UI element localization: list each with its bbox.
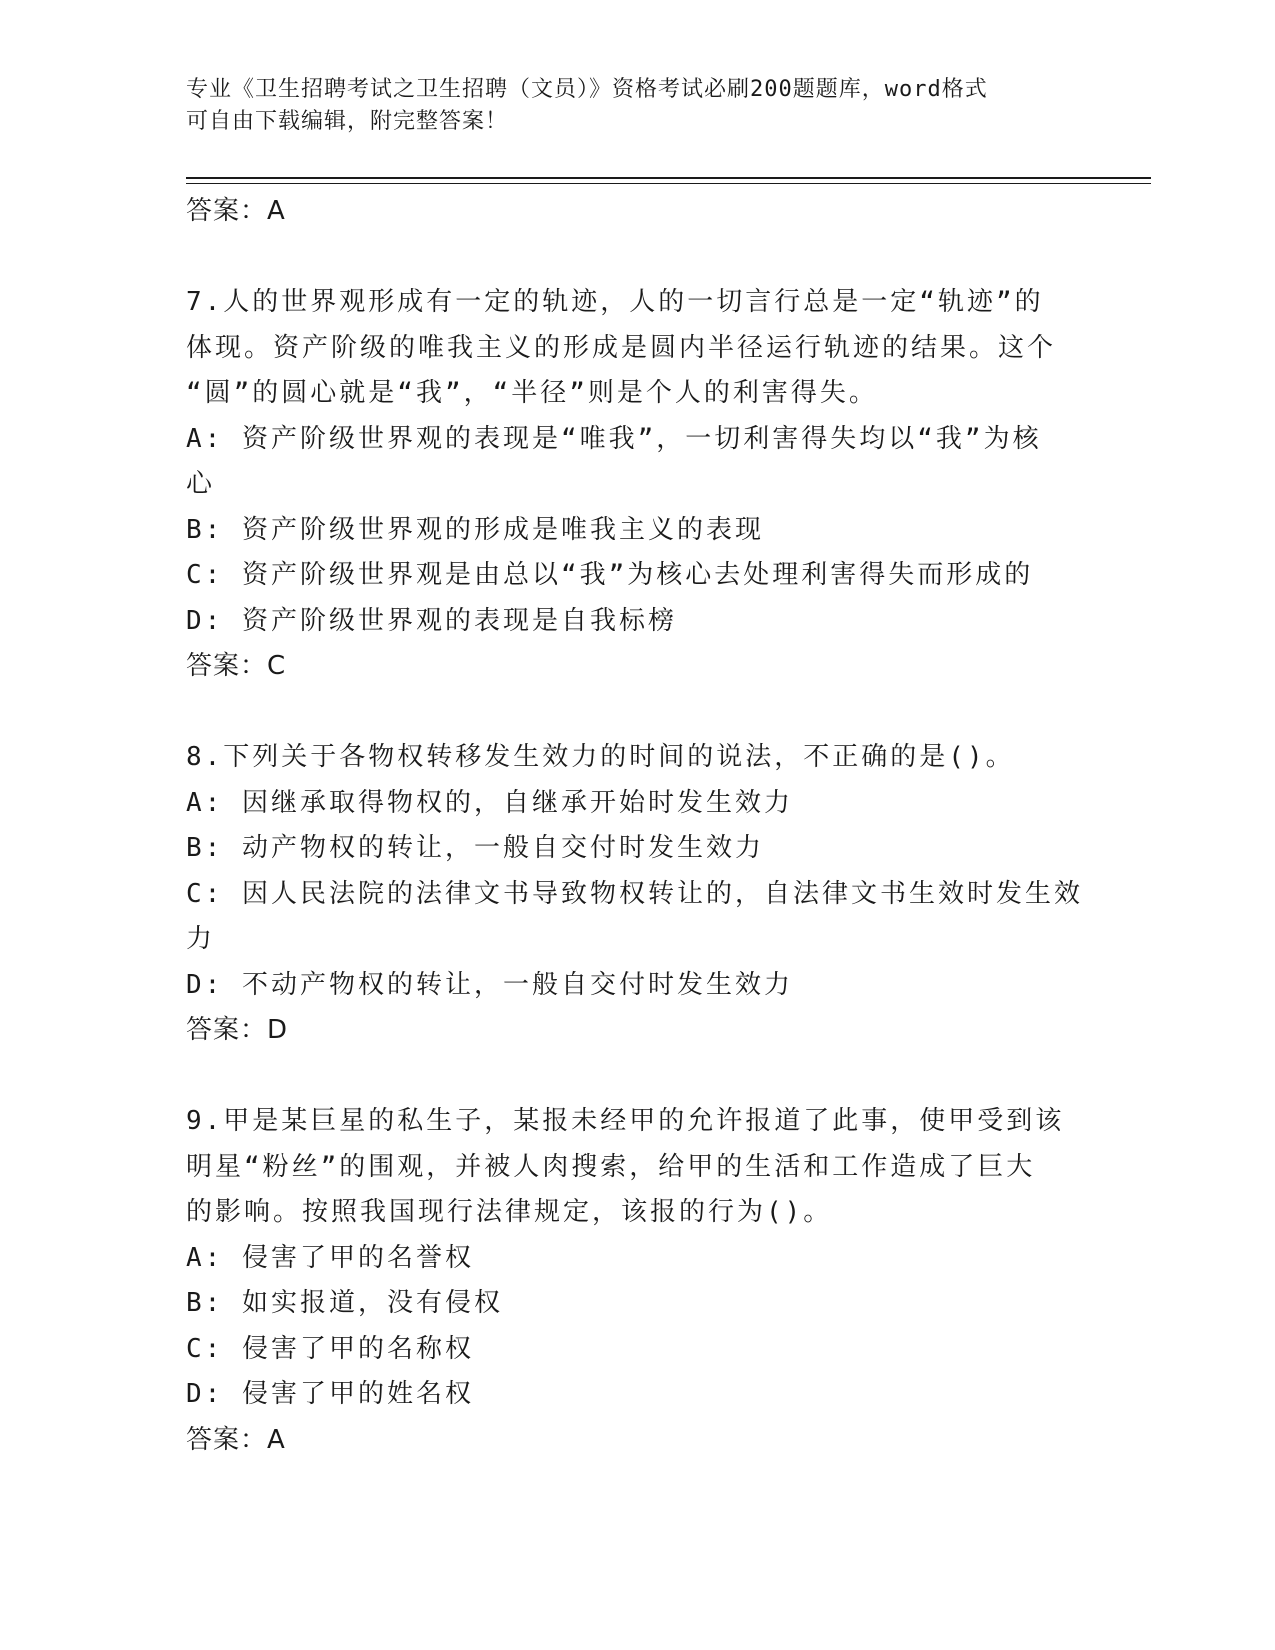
option-a: A: 侵害了甲的名誉权 (186, 1242, 474, 1273)
question-stem-line: 明星“粉丝”的围观，并被人肉搜索，给甲的生活和工作造成了巨大 (186, 1151, 1036, 1182)
spacer (186, 1054, 1086, 1100)
option-c: C: 因人民法院的法律文书导致物权转让的，自法律文书生效时发生效 (186, 878, 1083, 909)
page-header (186, 74, 1066, 138)
answer: 答案：C (186, 651, 287, 681)
question-7 (186, 280, 1086, 690)
question-8 (186, 735, 1086, 1054)
spacer (186, 235, 1086, 281)
question-stem-line: 的影响。按照我国现行法律规定，该报的行为()。 (186, 1197, 833, 1227)
option-b: B: 如实报道，没有侵权 (186, 1288, 503, 1318)
option-d: D: 不动产物权的转让，一般自交付时发生效力 (186, 969, 793, 1000)
option-a: A: 因继承取得物权的，自继承开始时发生效力 (186, 787, 793, 818)
previous-answer: 答案：A (186, 196, 286, 226)
question-stem-line: 7.人的世界观形成有一定的轨迹，人的一切言行总是一定“轨迹”的 (186, 287, 1044, 317)
header-title-line-2: 可自由下载编辑，附完整答案！ (186, 109, 509, 134)
option-a: A: 资产阶级世界观的表现是“唯我”，一切利害得失均以“我”为核 (186, 423, 1042, 454)
spacer (186, 690, 1086, 736)
option-c: C: 资产阶级世界观是由总以“我”为核心去处理利害得失而形成的 (186, 560, 1034, 590)
option-c: C: 侵害了甲的名称权 (186, 1333, 474, 1364)
option-b: B: 动产物权的转让，一般自交付时发生效力 (186, 833, 764, 863)
question-stem-line: 9.甲是某巨星的私生子，某报未经甲的允许报道了此事，使甲受到该 (186, 1106, 1065, 1136)
option-a-continued: 心 (186, 469, 216, 499)
option-d: D: 资产阶级世界观的表现是自我标榜 (186, 605, 677, 636)
question-content (186, 189, 1086, 1463)
header-divider-thick (186, 177, 1151, 179)
question-stem-line: “圆”的圆心就是“我”，“半径”则是个人的利害得失。 (186, 378, 878, 408)
question-9 (186, 1099, 1086, 1463)
header-title-line-1: 专业《卫生招聘考试之卫生招聘（文员）》资格考试必刷200题题库，word格式 (186, 77, 988, 102)
answer: 答案：D (186, 1015, 289, 1045)
question-stem-line: 体现。资产阶级的唯我主义的形成是圆内半径运行轨迹的结果。这个 (186, 332, 1057, 363)
option-d: D: 侵害了甲的姓名权 (186, 1379, 474, 1409)
answer: 答案：A (186, 1424, 286, 1455)
header-divider-thin (186, 183, 1151, 184)
option-b: B: 资产阶级世界观的形成是唯我主义的表现 (186, 514, 764, 545)
question-stem-line: 8.下列关于各物权转移发生效力的时间的说法，不正确的是()。 (186, 742, 1015, 772)
option-c-continued: 力 (186, 924, 216, 954)
